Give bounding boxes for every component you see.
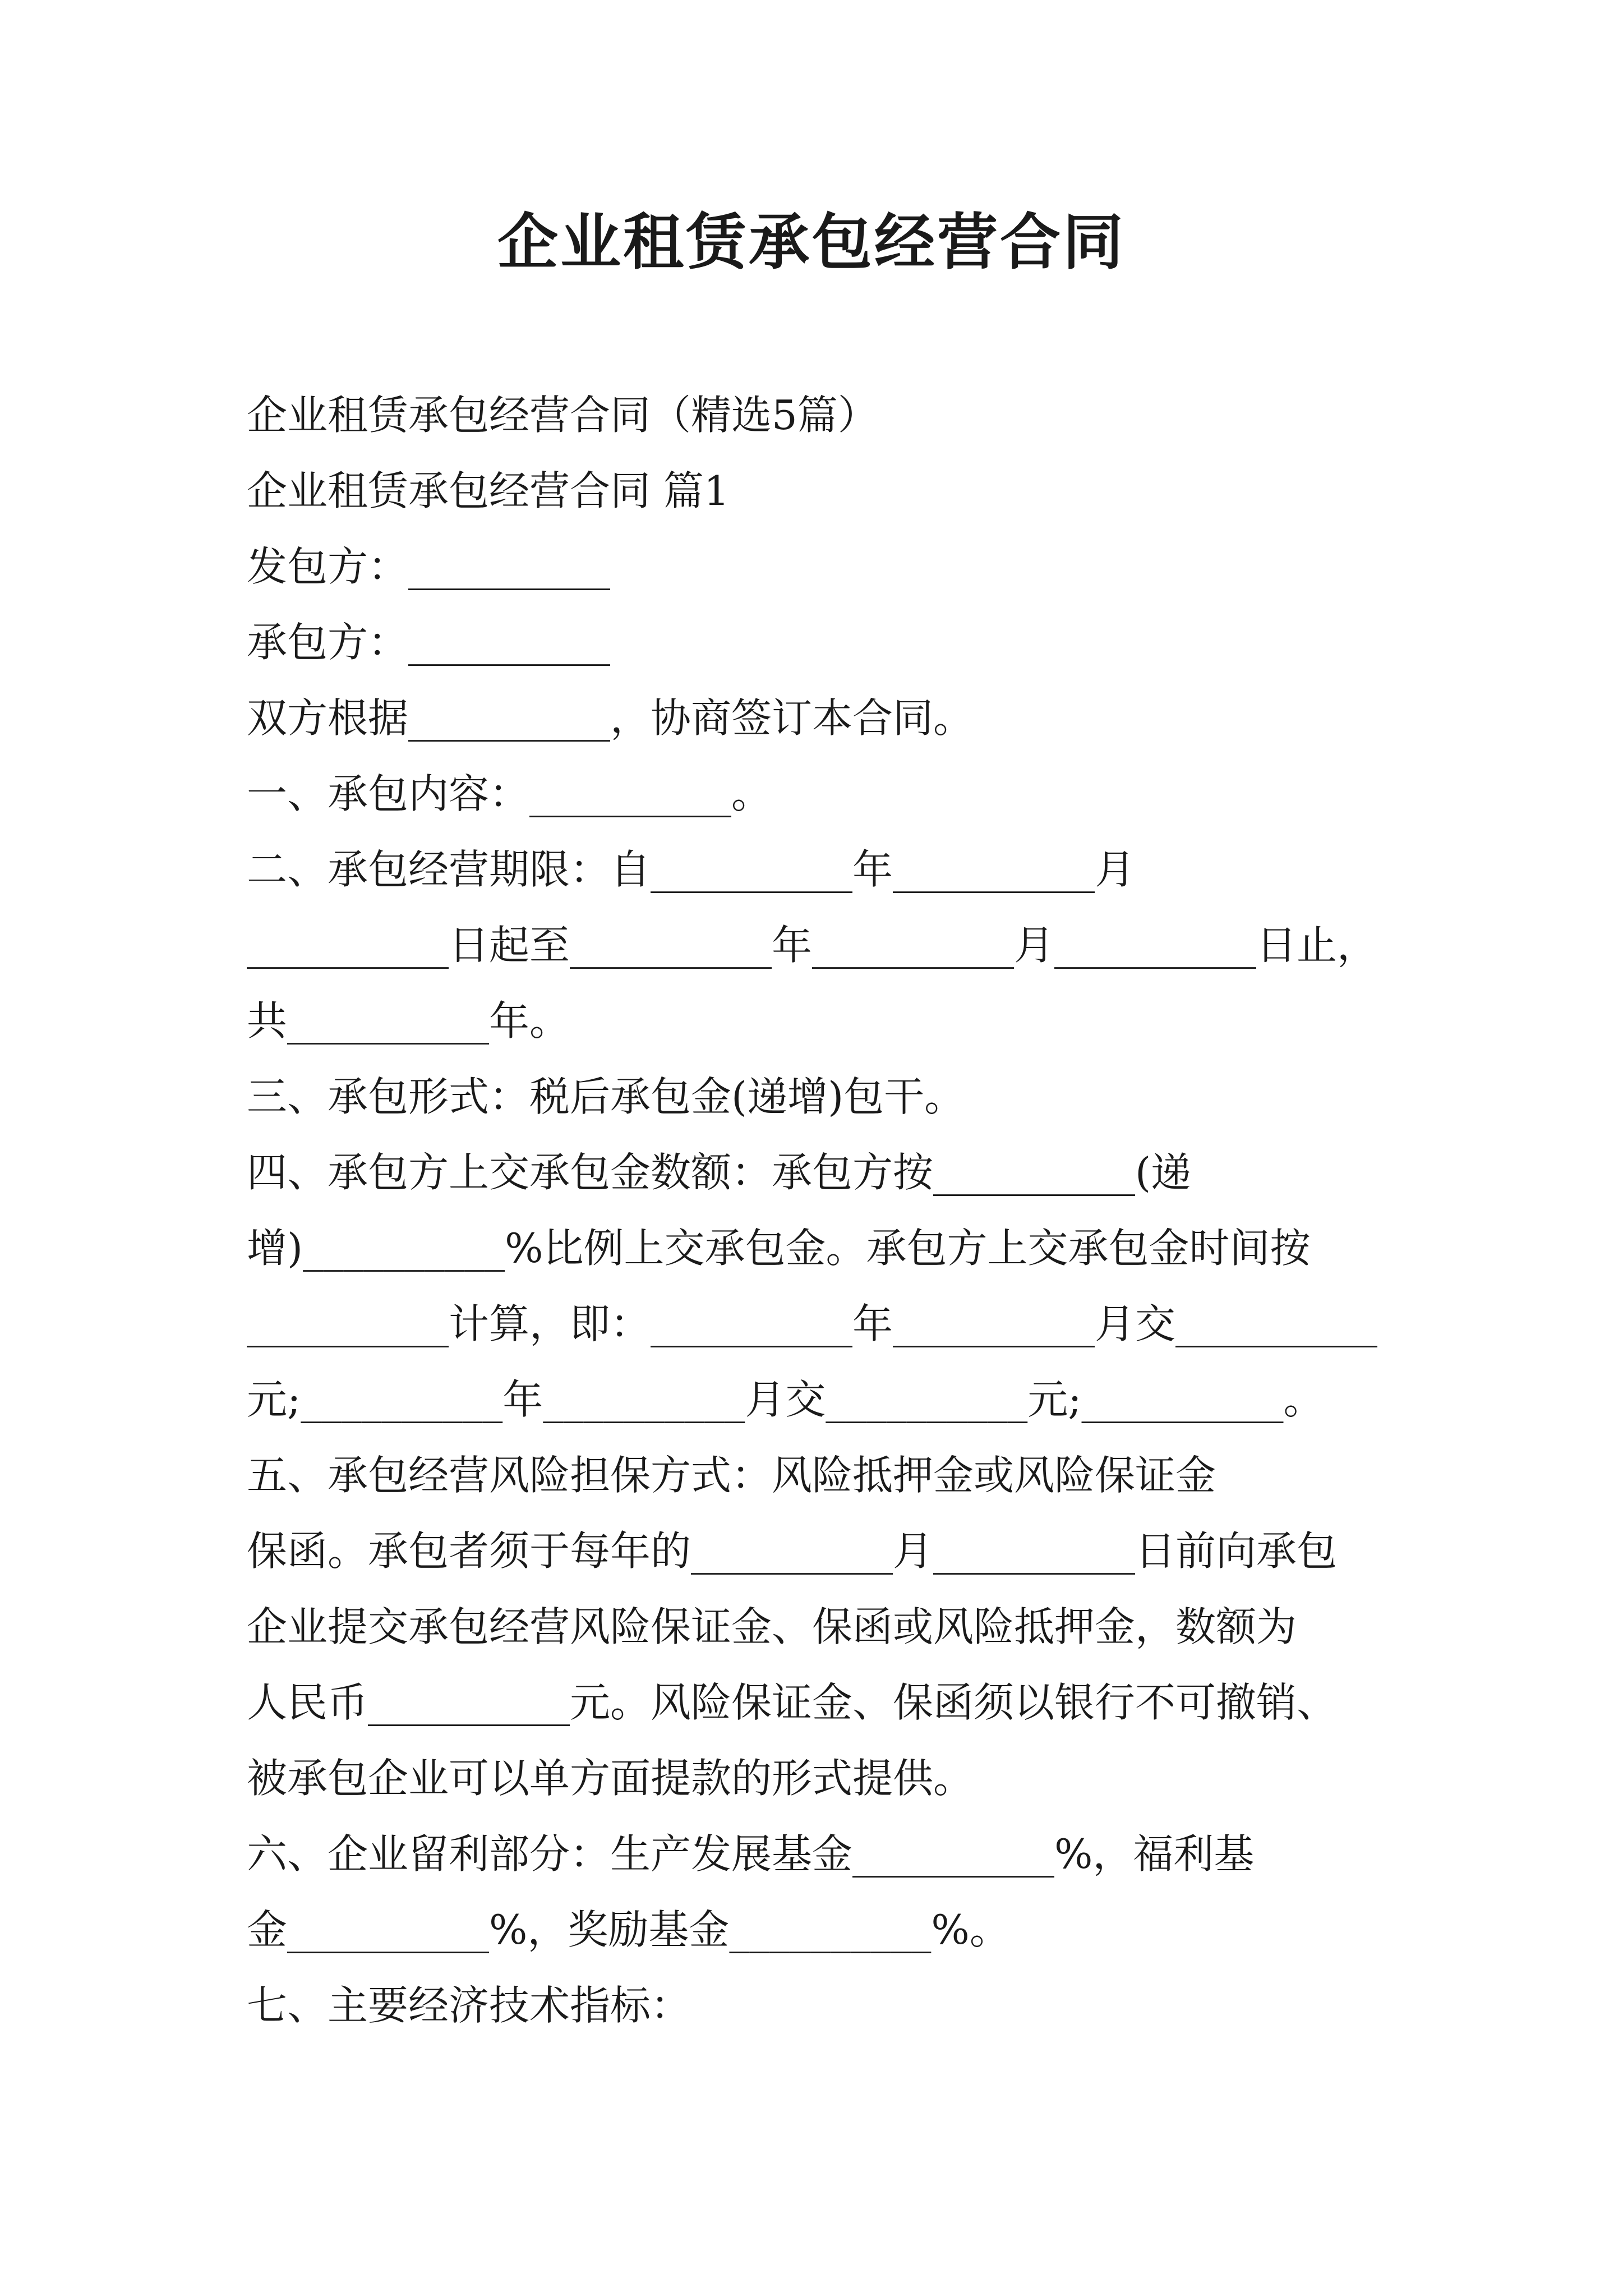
clause-2-line-2: __________日起至__________年__________月__________日止， <box>247 922 1378 969</box>
clause-4-line-1: 四、承包方上交承包金数额：承包方按__________(递 <box>247 1149 1192 1196</box>
clause-5-line-1: 五、承包经营风险担保方式：风险抵押金或风险保证金 <box>247 1452 1216 1499</box>
clause-4-line-4: 元;__________年__________月交__________元;__________。 <box>247 1376 1324 1423</box>
document-title: 企业租赁承包经营合同 <box>497 207 1126 278</box>
basis-line: 双方根据__________，协商签订本合同。 <box>247 694 974 742</box>
clause-5-line-4: 人民币__________元。风险保证金、保函须以银行不可撤销、 <box>247 1679 1338 1726</box>
clause-5-line-2: 保函。承包者须于每年的__________月__________日前向承包 <box>247 1527 1338 1575</box>
subtitle-line: 企业租赁承包经营合同（精选5篇） <box>247 392 878 439</box>
clause-2-line-3: 共__________年。 <box>247 997 570 1045</box>
clause-5-line-5: 被承包企业可以单方面提款的形式提供。 <box>247 1755 974 1802</box>
clause-6-line-1: 六、企业留利部分：生产发展基金__________%，福利基 <box>247 1830 1255 1878</box>
clause-1: 一、承包内容：__________。 <box>247 770 772 817</box>
clause-4-line-2: 增)__________%比例上交承包金。承包方上交承包金时间按 <box>247 1225 1311 1272</box>
clause-4-line-3: __________计算，即：__________年__________月交__________ <box>247 1300 1378 1347</box>
clause-2-line-1: 二、承包经营期限：自__________年__________月 <box>247 846 1136 893</box>
clause-7: 七、主要经济技术指标： <box>247 1982 691 2029</box>
section-heading: 企业租赁承包经营合同 篇1 <box>247 467 730 514</box>
party-a-line: 发包方：__________ <box>247 543 611 590</box>
clause-6-line-2: 金__________%，奖励基金__________%。 <box>247 1906 1010 1953</box>
clause-3: 三、承包形式：税后承包金(递增)包干。 <box>247 1073 965 1120</box>
clause-5-line-3: 企业提交承包经营风险保证金、保函或风险抵押金，数额为 <box>247 1603 1297 1650</box>
party-b-line: 承包方：__________ <box>247 619 611 666</box>
